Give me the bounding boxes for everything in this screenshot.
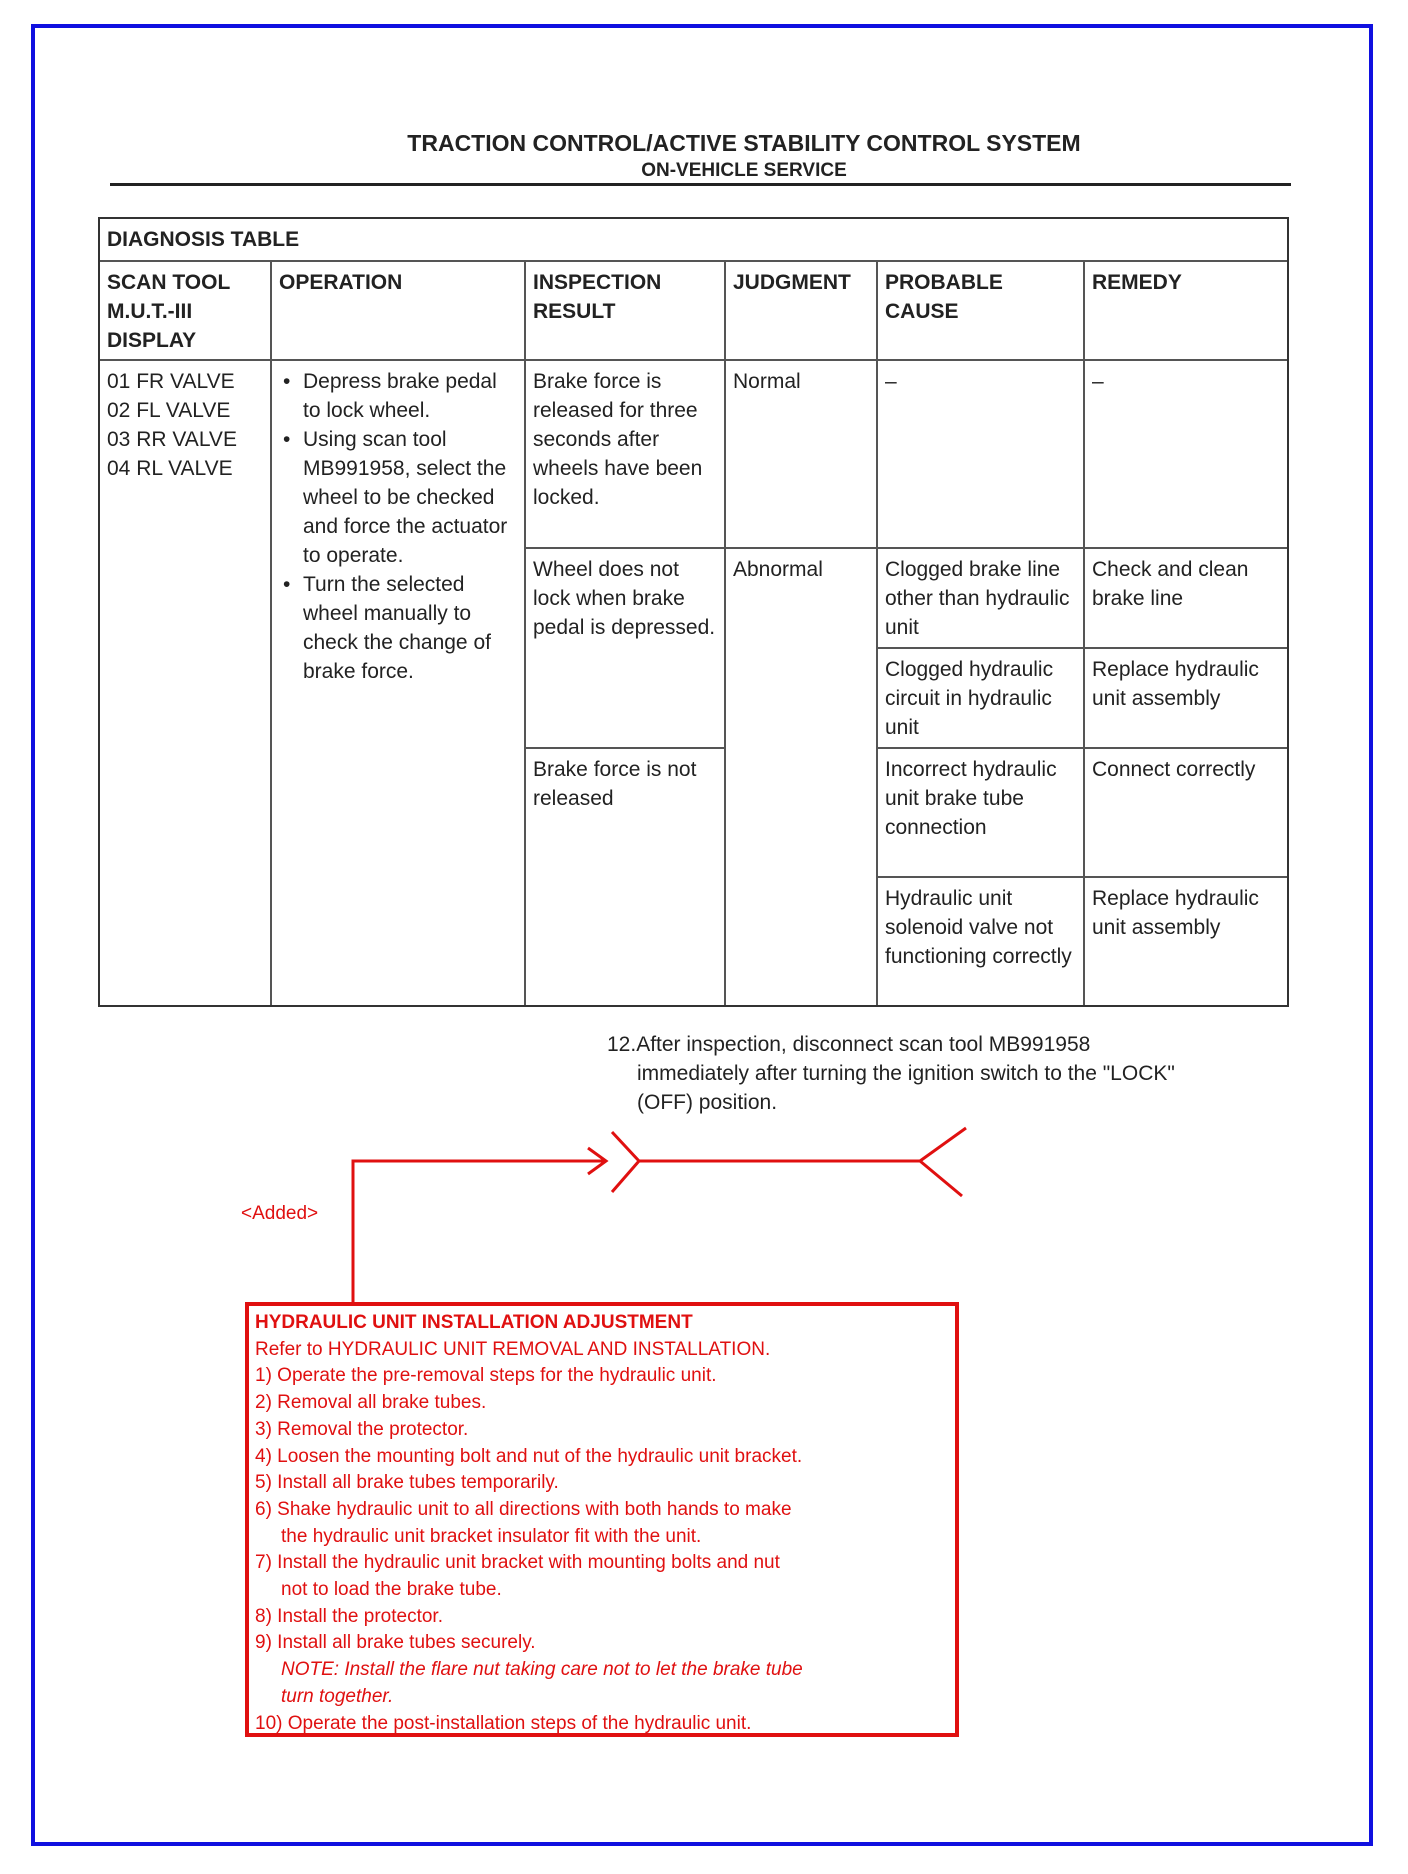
box-step: 8) Install the protector. <box>255 1605 443 1627</box>
remedy-cell: Replace hydraulic unit assembly <box>1092 658 1259 710</box>
col-header-operation: OPERATION <box>279 271 403 294</box>
added-procedure-box <box>245 1302 959 1737</box>
col-header-remedy: REMEDY <box>1092 271 1182 294</box>
box-step: 7) Install the hydraulic unit bracket with mounting bolts and nut <box>255 1552 780 1574</box>
added-label: <Added> <box>241 1203 319 1224</box>
box-step: 9) Install all brake tubes securely. <box>255 1632 536 1654</box>
table-caption: DIAGNOSIS TABLE <box>107 228 300 251</box>
cause-cell: Incorrect hydraulic unit brake tube connection <box>885 758 1057 839</box>
box-step: the hydraulic unit bracket insulator fit with the unit. <box>281 1525 702 1547</box>
box-step: 3) Removal the protector. <box>255 1418 469 1440</box>
box-step: 6) Shake hydraulic unit to all directions with both hands to make <box>255 1498 792 1520</box>
box-step: 2) Removal all brake tubes. <box>255 1392 487 1414</box>
step-line: immediately after turning the ignition switch to the "LOCK" <box>637 1062 1175 1085</box>
operation-step: • Turn the selected wheel manually to check the change of brake force. <box>303 570 517 686</box>
col-header-display: SCAN TOOL M.U.T.-III DISPLAY <box>107 271 231 352</box>
cause-cell: Hydraulic unit solenoid valve not functioning correctly <box>885 887 1072 968</box>
box-reference: Refer to HYDRAULIC UNIT REMOVAL AND INSTALLATION. <box>255 1338 771 1360</box>
box-step: 4) Loosen the mounting bolt and nut of the hydraulic unit bracket. <box>255 1445 803 1467</box>
judgment-cell: Normal <box>733 370 801 393</box>
section-title: TRACTION CONTROL/ACTIVE STABILITY CONTROL SYSTEM <box>407 130 1081 156</box>
section-subtitle: ON-VEHICLE SERVICE <box>641 160 847 181</box>
box-step: 1) Operate the pre-removal steps for the hydraulic unit. <box>255 1365 717 1387</box>
col-header-cause: PROBABLE CAUSE <box>885 271 1003 323</box>
box-step: 10) Operate the post-installation steps of the hydraulic unit. <box>255 1712 752 1734</box>
cause-cell: – <box>885 370 897 393</box>
remedy-cell: Replace hydraulic unit assembly <box>1092 887 1259 939</box>
col-header-judgment: JUDGMENT <box>733 271 851 294</box>
operation-step: • Depress brake pedal to lock wheel. <box>303 367 517 425</box>
step-line: (OFF) position. <box>637 1091 778 1114</box>
remedy-cell: – <box>1092 370 1104 393</box>
remedy-cell: Check and clean brake line <box>1092 558 1249 610</box>
col-header-result: INSPECTION RESULT <box>533 271 662 323</box>
box-step: 5) Install all brake tubes temporarily. <box>255 1472 559 1494</box>
box-note: turn together. <box>281 1685 394 1707</box>
cause-cell: Clogged hydraulic circuit in hydraulic unit <box>885 658 1054 739</box>
result-cell: Brake force is not released <box>533 758 697 810</box>
result-cell: Wheel does not lock when brake pedal is depressed. <box>533 558 716 639</box>
remedy-cell: Connect correctly <box>1092 758 1256 781</box>
display-values: 01 FR VALVE 02 FL VALVE 03 RR VALVE 04 RL VALVE <box>107 370 237 480</box>
box-title: HYDRAULIC UNIT INSTALLATION ADJUSTMENT <box>255 1312 693 1333</box>
result-cell: Brake force is released for three seconds after wheels have been locked. <box>533 370 703 509</box>
operation-step: • Using scan tool MB991958, select the wheel to be checked and force the actuator to operate. <box>303 425 517 570</box>
box-step: not to load the brake tube. <box>281 1579 502 1601</box>
judgment-cell: Abnormal <box>733 558 823 581</box>
cause-cell: Clogged brake line other than hydraulic unit <box>885 558 1070 639</box>
step-line: 12.After inspection, disconnect scan tool MB991958 <box>607 1033 1091 1056</box>
box-note: NOTE: Install the flare nut taking care not to let the brake tube <box>281 1659 803 1681</box>
